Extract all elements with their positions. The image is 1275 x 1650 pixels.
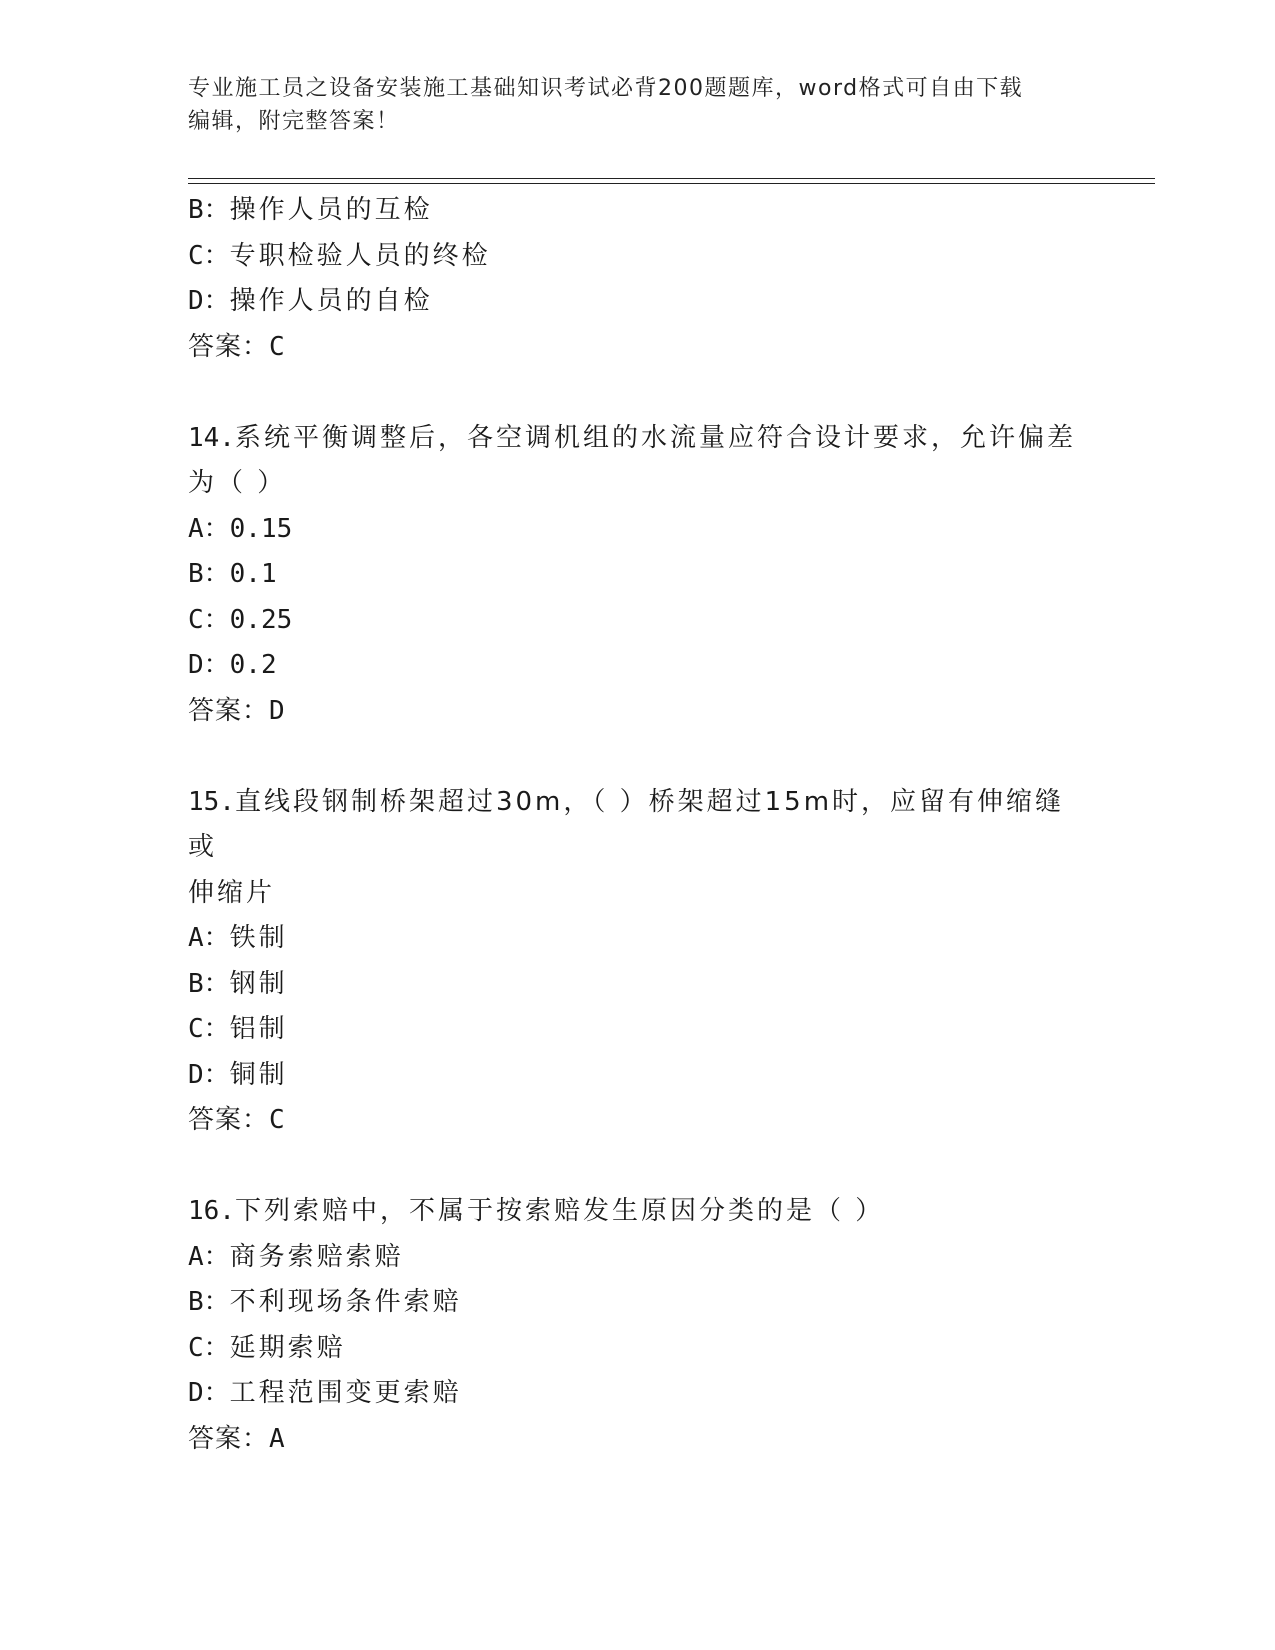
option-text: 操作人员的自检 — [229, 286, 433, 316]
option-text: 钢制 — [229, 968, 288, 999]
option-text: 0.25 — [229, 604, 293, 635]
option-key: C： — [188, 240, 230, 271]
answer-label: 答案： — [188, 331, 270, 362]
question-stem — [188, 780, 1088, 871]
option-key: B： — [188, 559, 230, 589]
option-row — [188, 643, 1088, 689]
option-text: 0.15 — [229, 513, 293, 544]
question-13-continuation — [188, 188, 1088, 370]
option-row — [188, 962, 1088, 1008]
question-stem — [188, 1189, 1088, 1235]
option-row — [188, 1235, 1088, 1281]
option-text: 延期索赔 — [229, 1332, 346, 1363]
option-text: 铝制 — [229, 1014, 288, 1044]
option-text: 铜制 — [229, 1059, 288, 1090]
question-number: 16. — [188, 1196, 235, 1226]
question-text-line-2: 为（ ） — [188, 468, 287, 498]
answer-value: C — [269, 331, 286, 362]
option-text: 专职检验人员的终检 — [229, 240, 491, 271]
option-row — [188, 1326, 1088, 1372]
option-row — [188, 598, 1088, 644]
option-key: D： — [188, 1059, 230, 1090]
option-row — [188, 188, 1088, 234]
option-key: B： — [188, 1287, 230, 1317]
answer-row — [188, 689, 1088, 735]
header-divider-top — [188, 178, 1155, 179]
question-stem — [188, 416, 1088, 462]
option-key: D： — [188, 650, 230, 680]
header-title-line-2: 编辑，附完整答案！ — [188, 109, 400, 134]
option-text: 商务索赔索赔 — [229, 1241, 404, 1272]
document-header — [188, 72, 1088, 138]
option-key: A： — [188, 1241, 230, 1272]
option-text: 不利现场条件索赔 — [229, 1287, 462, 1317]
option-row — [188, 552, 1088, 598]
question-text-line-1: 系统平衡调整后，各空调机组的水流量应符合设计要求，允许偏差 — [234, 422, 1076, 453]
option-key: B： — [188, 968, 230, 999]
option-text: 铁制 — [229, 923, 288, 953]
option-row — [188, 916, 1088, 962]
answer-value: C — [269, 1105, 286, 1135]
answer-row — [188, 1098, 1088, 1144]
option-key: C： — [188, 604, 230, 635]
option-text: 0.2 — [229, 650, 277, 680]
question-number: 15. — [188, 786, 235, 817]
option-row — [188, 1007, 1088, 1053]
option-key: B： — [188, 195, 230, 225]
question-15 — [188, 780, 1088, 1144]
option-row — [188, 234, 1088, 280]
spacer — [188, 370, 1088, 416]
question-text-line-2: 伸缩片 — [188, 877, 276, 908]
question-text-line-1: 下列索赔中，不属于按索赔发生原因分类的是（ ） — [234, 1196, 885, 1226]
answer-label: 答案： — [188, 1423, 270, 1454]
header-divider-bottom — [188, 183, 1155, 184]
option-row — [188, 279, 1088, 325]
option-key: D： — [188, 286, 230, 316]
option-row — [188, 1280, 1088, 1326]
header-title-line-1: 专业施工员之设备安装施工基础知识考试必背200题题库，word格式可自由下载 — [188, 76, 1024, 101]
option-key: C： — [188, 1014, 230, 1044]
spacer — [188, 734, 1088, 780]
option-key: D： — [188, 1378, 230, 1408]
answer-row — [188, 1417, 1088, 1463]
question-number: 14. — [188, 422, 235, 453]
answer-value: A — [269, 1423, 286, 1454]
question-14 — [188, 416, 1088, 735]
answer-value: D — [269, 695, 286, 726]
option-row — [188, 1371, 1088, 1417]
question-text-line-1: 直线段钢制桥架超过30m，（ ）桥架超过15m时，应留有伸缩缝或 — [188, 786, 1065, 862]
answer-label: 答案： — [188, 1105, 270, 1135]
option-key: A： — [188, 513, 230, 544]
spacer — [188, 1144, 1088, 1190]
option-row — [188, 507, 1088, 553]
option-key: A： — [188, 923, 230, 953]
question-16 — [188, 1189, 1088, 1462]
answer-label: 答案： — [188, 695, 270, 726]
document-body — [188, 188, 1088, 1462]
option-text: 工程范围变更索赔 — [229, 1378, 462, 1408]
option-key: C： — [188, 1332, 230, 1363]
option-text: 操作人员的互检 — [229, 195, 433, 225]
option-row — [188, 1053, 1088, 1099]
option-text: 0.1 — [229, 559, 277, 589]
answer-row — [188, 325, 1088, 371]
